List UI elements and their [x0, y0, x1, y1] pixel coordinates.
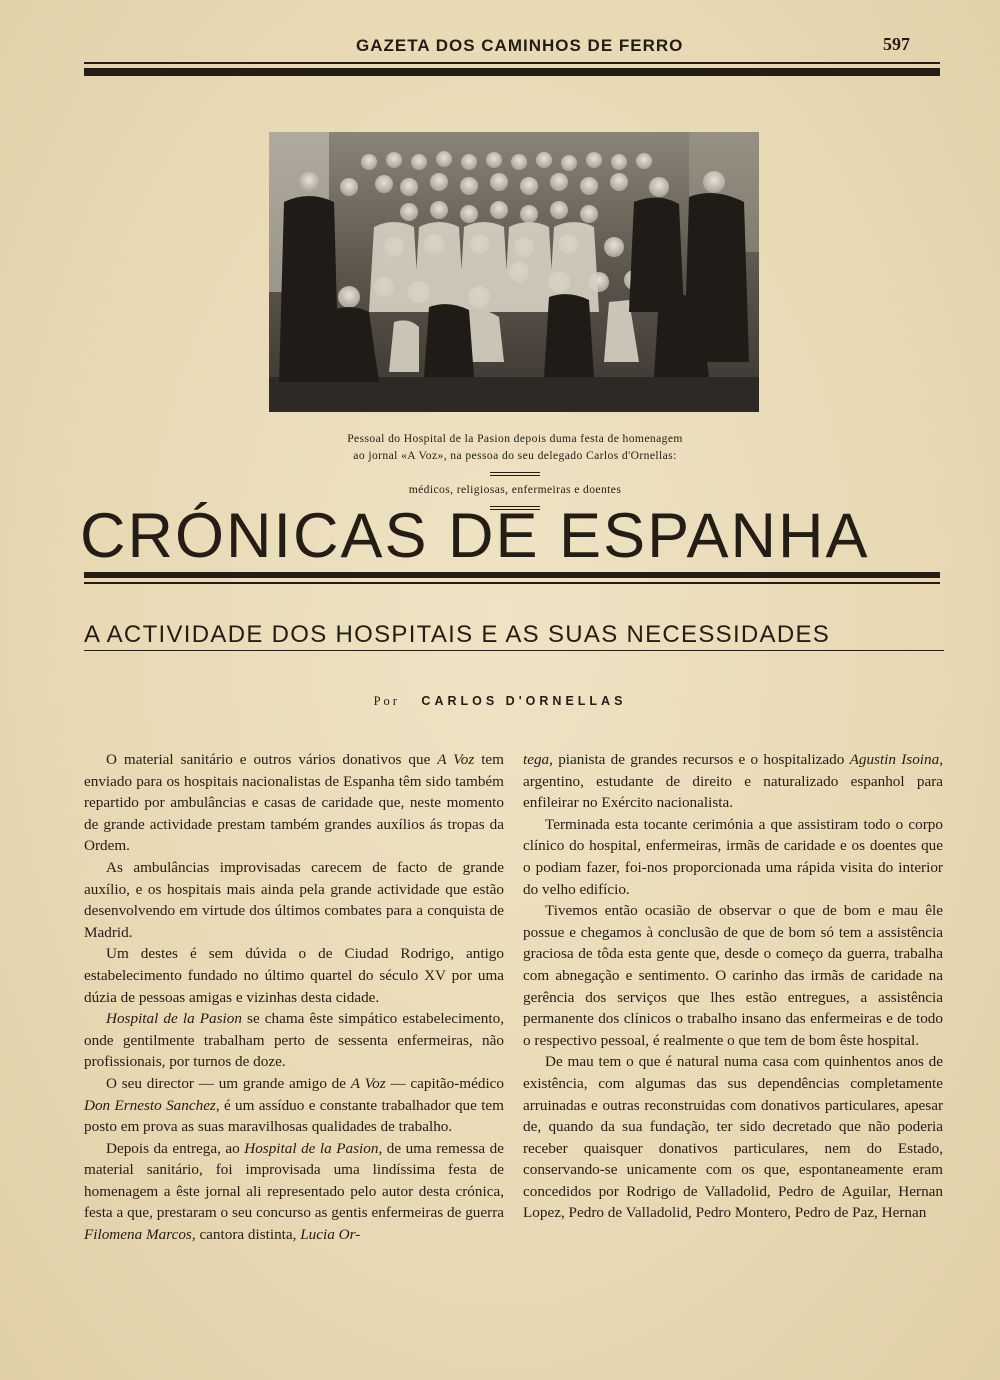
byline — [0, 694, 1000, 709]
italic-text: Hospital de la Pasion — [244, 1139, 379, 1157]
text: , pianista de grandes recursos e o hospitalizado — [549, 751, 850, 768]
group-photograph — [269, 132, 759, 412]
paragraph: Terminada esta tocante cerimónia a que assistiram todo o corpo clínico do hospital, enfermeiras, irmãs de caridade e os doentes que o podiam fazer, foi-nos proporcionada uma rápida visita do interior do velho edifício. — [523, 815, 943, 898]
paragraph — [84, 1073, 504, 1138]
paragraph — [84, 1138, 504, 1246]
italic-text: Agustin Isoina — [849, 751, 940, 768]
caption-line-2: ao jornal «A Voz», na pessoa do seu delegado Carlos d'Ornellas: — [353, 449, 677, 462]
paragraph: Um destes é sem dúvida o de Ciudad Rodrigo, antigo estabelecimento fundado no último quartel do século XV por uma dúzia de pessoas amigas e vizinhas desta cidade. — [84, 945, 504, 1006]
italic-text: A Voz — [350, 1074, 386, 1092]
byline-author: CARLOS D'ORNELLAS — [421, 694, 627, 708]
text: O seu director — um grande amigo de — [106, 1074, 351, 1092]
page-header — [84, 34, 940, 64]
italic-text: A Voz — [437, 751, 475, 768]
article-subtitle: A ACTIVIDADE DOS HOSPITAIS E AS SUAS NECESSIDADES — [84, 620, 944, 651]
text: , cantora distinta, — [191, 1226, 301, 1244]
text: se chama êste simpático estabelecimento, onde gentilmente trabalham perto de sessenta enfermeiras, não profissionais, por turnos de doze. — [84, 1010, 505, 1071]
page-number: 597 — [883, 34, 910, 54]
caption-line-3: médicos, religiosas, enfermeiras e doentes — [408, 483, 622, 496]
italic-text: Don Ernesto Sanchez — [84, 1096, 216, 1114]
italic-text: tega — [523, 751, 550, 768]
article-column-2 — [523, 749, 943, 1224]
title-rule-thick — [84, 572, 940, 578]
header-rule-thick — [84, 68, 940, 76]
text: O material sanitário e outros vários donativos que — [106, 751, 438, 768]
byline-prefix: Por — [373, 694, 400, 708]
title-rule-thin — [84, 582, 940, 584]
caption-line-1: Pessoal do Hospital de la Pasion depois duma festa de homenagem — [347, 432, 683, 445]
paragraph: Tivemos então ocasião de observar o que de bom e mau êle possue e chegamos à conclusão de que de bom só tem a assistência graciosa de tôda esta gente que, desde o começo da guerra, trabalha com abnegação e sentimento. O carinho das irmãs de caridade na gerência dos serviços que lhes estão entregues, a assistência permanente dos clínicos o trabalho insano das enfermeiras e de todo o respectivo pessoal, é realmente o que tem de bom êste hospital. — [523, 902, 943, 1049]
group-photo-image — [269, 132, 759, 412]
paragraph — [523, 749, 943, 814]
paragraph: De mau tem o que é natural numa casa com quinhentos anos de existência, com algumas das sus dependências completamente arruinadas e outras reconstruidas com donativos particulares, apesar de, quando da sua fundação, ter sido decretado que não poderia receber quaisquer donativos particulares, nem do Estado, conservando-se unicamente com os que, espontaneamente eram concedidos por Rodrigo de Valladolid, Pedro de Aguilar, Hernan Lopez, Pedro de Valladolid, Pedro Montero, Pedro de Paz, Hernan — [523, 1053, 943, 1222]
article-column-1 — [84, 749, 504, 1246]
text: — capitão-médico — [385, 1074, 505, 1092]
article-title: CRÓNICAS DE ESPANHA — [80, 501, 870, 571]
paragraph: As ambulâncias improvisadas carecem de facto de grande auxílio, e os hospitais mais ainda pela grande actividade que estão desenvolvendo em virtude dos últimos combates para a conquista de Madrid. — [84, 858, 504, 941]
paragraph — [84, 1008, 504, 1073]
italic-text: Filomena Marcos — [84, 1226, 192, 1244]
italic-text: Lucia Or- — [300, 1226, 361, 1244]
text: Depois da entrega, ao — [106, 1139, 245, 1157]
text: , argentino, estudante de direito e naturalizado espanhol para enfileirar no Exército nacionalista. — [523, 751, 943, 812]
text: tem enviado para os hospitais nacionalistas de Espanha têm sido também repartido por ambulâncias e casas de caridade que, neste momento de grande actividade prestam também grandes auxílios ás tropas da Ordem. — [84, 751, 504, 855]
header-rule-thin — [84, 62, 940, 64]
paragraph — [84, 749, 504, 857]
caption-dash-left — [490, 472, 540, 476]
text: , é um assíduo e constante trabalhador que tem posto em prova as suas maravilhosas qualidades de trabalho. — [84, 1096, 504, 1136]
text: , de uma remessa de material sanitário, foi improvisada uma lindíssima festa de homenagem a êste jornal ali representado pelo autor desta crónica, festa a que, prestaram o seu concurso as gentis enfermeiras de guerra — [84, 1139, 505, 1222]
publication-title: GAZETA DOS CAMINHOS DE FERRO — [356, 36, 684, 55]
italic-text: Hospital de la Pasion — [106, 1010, 242, 1028]
